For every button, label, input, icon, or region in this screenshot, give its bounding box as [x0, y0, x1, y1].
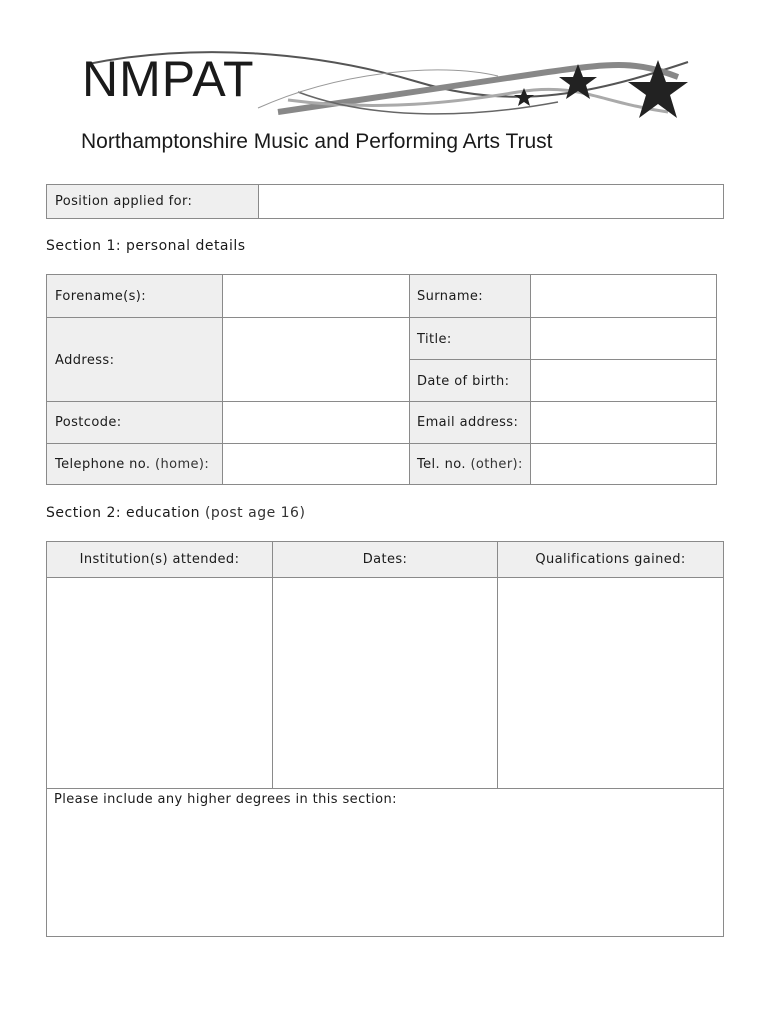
forename-input[interactable] [223, 275, 409, 317]
tel-other-input[interactable] [531, 444, 716, 484]
forename-label: Forename(s): [47, 275, 222, 317]
qualifications-column-header: Qualifications gained: [498, 542, 723, 577]
address-label: Address: [47, 318, 222, 401]
postcode-input[interactable] [223, 402, 409, 443]
education-table [46, 541, 724, 937]
qualifications-input[interactable] [498, 578, 723, 788]
tel-other-main-text: Tel. no. [417, 457, 466, 472]
dates-column-header: Dates: [273, 542, 497, 577]
email-label: Email address: [410, 402, 530, 443]
nmpat-logo [78, 42, 698, 162]
surname-label: Surname: [410, 275, 530, 317]
institution-input[interactable] [47, 578, 272, 788]
tel-other-label [410, 444, 530, 484]
section2-heading-note: (post age 16) [204, 505, 306, 521]
logo-full-name: Northamptonshire Music and Performing Arts Trust [81, 130, 553, 153]
position-label: Position applied for: [47, 185, 258, 218]
telephone-home-input[interactable] [223, 444, 409, 484]
section2-heading-text: Section 2: education [46, 505, 201, 521]
logo-acronym: NMPAT [82, 51, 255, 107]
position-applied-table [46, 184, 724, 219]
higher-degrees-area[interactable] [47, 789, 723, 936]
section2-heading [46, 505, 305, 521]
institution-column-header: Institution(s) attended: [47, 542, 272, 577]
email-input[interactable] [531, 402, 716, 443]
personal-details-table [46, 274, 717, 485]
title-input[interactable] [531, 318, 716, 359]
telephone-note-text: (home): [155, 457, 210, 472]
dob-input[interactable] [531, 360, 716, 401]
surname-input[interactable] [531, 275, 716, 317]
title-label: Title: [410, 318, 530, 359]
section1-heading: Section 1: personal details [46, 238, 246, 254]
higher-degrees-label: Please include any higher degrees in this section: [54, 792, 397, 807]
dates-input[interactable] [273, 578, 497, 788]
address-input[interactable] [223, 318, 409, 401]
postcode-label: Postcode: [47, 402, 222, 443]
telephone-main-text: Telephone no. [55, 457, 151, 472]
dob-label: Date of birth: [410, 360, 530, 401]
tel-other-note-text: (other): [470, 457, 523, 472]
telephone-home-label [47, 444, 222, 484]
position-input[interactable] [259, 185, 723, 218]
